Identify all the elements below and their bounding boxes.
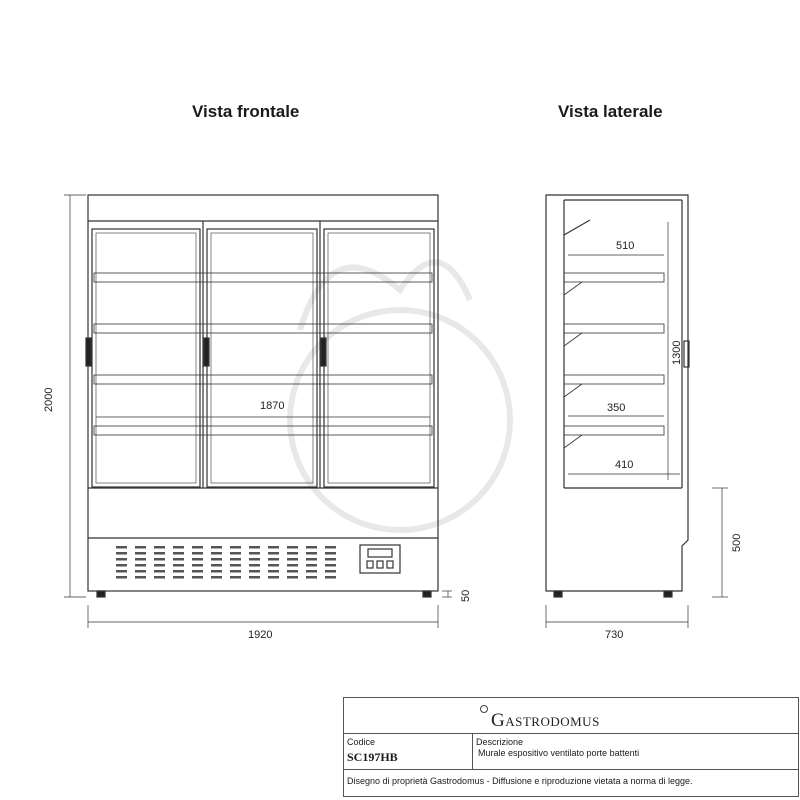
vent-slot (211, 564, 222, 567)
vent-slot (287, 564, 298, 567)
code-label: Codice (347, 737, 376, 747)
vent-slot (192, 570, 203, 573)
vent-slot (211, 552, 222, 555)
vent-slot (173, 546, 184, 549)
vent-slot (287, 570, 298, 573)
code-value: SC197HB (347, 750, 398, 764)
side-shelf-3 (564, 375, 664, 384)
vent-slot (325, 546, 336, 549)
dim-side-glass-height: 1300 (671, 340, 683, 365)
front-vent-grille (116, 546, 336, 579)
vent-slot (325, 552, 336, 555)
dim-front-height: 2000 (43, 387, 55, 412)
vent-slot (192, 564, 203, 567)
front-door-2 (207, 229, 317, 487)
vent-slot (325, 570, 336, 573)
vent-slot (154, 570, 165, 573)
side-view-title: Vista laterale (558, 102, 663, 121)
vent-slot (268, 564, 279, 567)
control-display (368, 549, 392, 557)
vent-slot (116, 558, 127, 561)
title-block-info-row (344, 734, 798, 770)
side-shelf-1 (564, 273, 664, 282)
vent-slot (154, 564, 165, 567)
vent-slot (230, 564, 241, 567)
vent-slot (135, 576, 146, 579)
vent-slot (249, 570, 260, 573)
front-shelf-2 (94, 324, 432, 333)
vent-slot (230, 558, 241, 561)
front-shelf-3 (94, 375, 432, 384)
vent-slot (249, 552, 260, 555)
dim-shelf-middle: 350 (607, 402, 626, 414)
vent-slot (287, 546, 298, 549)
side-top-deflector (564, 220, 590, 235)
front-door-2-glass (211, 233, 313, 483)
front-shelf-4 (94, 426, 432, 435)
vent-slot (173, 552, 184, 555)
vent-slot (154, 558, 165, 561)
vent-slot (268, 570, 279, 573)
dim-foot-height: 50 (460, 589, 472, 602)
vent-slot (116, 576, 127, 579)
vent-slot (268, 546, 279, 549)
front-dimensions (64, 195, 452, 628)
dim-shelf-top: 510 (616, 240, 635, 252)
front-foot-right (423, 591, 431, 597)
code-cell (344, 734, 473, 769)
description-value: Murale espositivo ventilato porte battenti (478, 748, 640, 758)
dim-side-depth: 730 (605, 629, 624, 641)
vent-slot (192, 576, 203, 579)
front-door-handle-2 (204, 338, 209, 366)
vent-slot (173, 570, 184, 573)
vent-slot (249, 576, 260, 579)
brand-logo-icon (479, 704, 489, 714)
front-door-1-glass (96, 233, 196, 483)
side-shelf-2 (564, 324, 664, 333)
vent-slot (154, 576, 165, 579)
dim-shelf-bottom: 410 (615, 459, 634, 471)
vent-slot (116, 570, 127, 573)
front-view (86, 195, 438, 597)
vent-slot (230, 570, 241, 573)
vent-slot (325, 558, 336, 561)
vent-slot (173, 576, 184, 579)
control-button-3 (387, 561, 393, 568)
vent-slot (135, 546, 146, 549)
vent-slot (135, 552, 146, 555)
dim-front-inner-width: 1870 (260, 400, 285, 412)
vent-slot (287, 558, 298, 561)
dim-side-base-height: 500 (731, 533, 743, 552)
vent-slot (192, 552, 203, 555)
vent-slot (211, 546, 222, 549)
vent-slot (249, 546, 260, 549)
vent-slot (325, 564, 336, 567)
vent-slot (306, 576, 317, 579)
vent-slot (154, 552, 165, 555)
vent-slot (116, 546, 127, 549)
vent-slot (211, 576, 222, 579)
side-shelf-4 (564, 426, 664, 435)
vent-slot (230, 576, 241, 579)
vent-slot (287, 552, 298, 555)
front-door-handle-1 (86, 338, 91, 366)
title-block-brand-row (344, 698, 798, 734)
vent-slot (268, 552, 279, 555)
vent-slot (230, 552, 241, 555)
brand-name: Gastrodomus (491, 710, 600, 731)
vent-slot (192, 558, 203, 561)
vent-slot (249, 558, 260, 561)
vent-slot (268, 576, 279, 579)
vent-slot (192, 546, 203, 549)
control-button-2 (377, 561, 383, 568)
vent-slot (173, 564, 184, 567)
vent-slot (154, 546, 165, 549)
vent-slot (249, 564, 260, 567)
side-foot-right (664, 591, 672, 597)
vent-slot (287, 576, 298, 579)
vent-slot (306, 564, 317, 567)
side-dimensions (546, 222, 728, 628)
vent-slot (135, 558, 146, 561)
side-cabinet-outline (546, 195, 688, 591)
vent-slot (173, 558, 184, 561)
side-foot-left (554, 591, 562, 597)
vent-slot (306, 546, 317, 549)
vent-slot (306, 570, 317, 573)
vent-slot (135, 570, 146, 573)
watermark-logo (290, 262, 510, 530)
control-button-1 (367, 561, 373, 568)
front-door-1 (92, 229, 200, 487)
dim-front-width: 1920 (248, 629, 273, 641)
front-foot-left (97, 591, 105, 597)
vent-slot (211, 558, 222, 561)
vent-slot (135, 564, 146, 567)
vent-slot (116, 552, 127, 555)
vent-slot (325, 576, 336, 579)
vent-slot (116, 564, 127, 567)
vent-slot (306, 558, 317, 561)
description-cell (473, 734, 798, 769)
title-block (343, 697, 799, 797)
front-view-title: Vista frontale (192, 102, 300, 121)
vent-slot (306, 552, 317, 555)
front-door-handle-3 (321, 338, 326, 366)
ownership-notice: Disegno di proprietà Gastrodomus - Diffusione e riproduzione vietata a norma di legge. (347, 776, 693, 786)
description-label: Descrizione (476, 737, 524, 747)
vent-slot (268, 558, 279, 561)
vent-slot (211, 570, 222, 573)
vent-slot (230, 546, 241, 549)
